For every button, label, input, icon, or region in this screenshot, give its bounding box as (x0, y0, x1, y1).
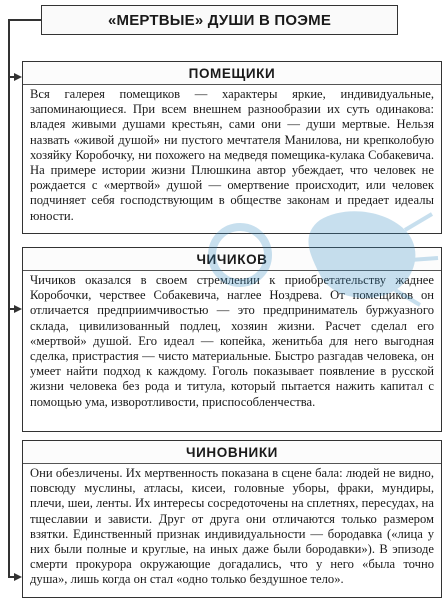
section-title-chinovniki: ЧИНОВНИКИ (23, 441, 441, 464)
section-pomeshchiki (22, 61, 442, 234)
connector-header-stub (8, 19, 42, 21)
section-text-pomeshchiki: Вся галерея помещиков — характеры яркие, индивидуальные, запоминающиеся. При всем внешнем разнообразии их суть одинакова: владея живыми душами крестьян, сами они — души мертвые. Нельзя назвать «живой душой» ни пустого мечтателя Манилова, ни крепколобую хозяйку Коробочку, ни похожего на медведя помещика-кулака Собакевича. На примере истории жизни Плюшкина автор убеждает, что человек не рождается с «мертвой» душой — омертвение происходит, или человек подчиняет себя господствующим в обществе законам и предает идеалы юности. (30, 87, 434, 223)
section-chichikov (22, 247, 442, 432)
diagram-title-text: «МЕРТВЫЕ» ДУШИ В ПОЭМЕ (107, 11, 332, 29)
arrow-chichikov (14, 305, 22, 313)
arrow-chinovniki (14, 573, 22, 581)
connector-vertical-line (8, 19, 10, 576)
section-title-chichikov: ЧИЧИКОВ (23, 248, 441, 271)
section-text-chinovniki: Они обезличены. Их мертвенность показана в сцене бала: людей не видно, повсюду муслины, атласы, кисеи, головные уборы, фраки, мундиры, плечи, шеи, ленты. Их интересы сосредоточены на сплетнях, пересудах, на тщеславии и зависти. Друг от друга они отличаются только размером взятки. Единственный признак индивидуальности — бородавка («лица у них были полные и круглые, на иных даже были бородавки»). В эпизоде смерти прокурора окружающие догадались, что у него «была точно душа», лишь когда он стал «одно только бездушное тело». (30, 466, 434, 587)
section-chinovniki (22, 440, 442, 598)
diagram-title (41, 5, 398, 35)
arrow-pomeshchiki (14, 73, 22, 81)
section-title-pomeshchiki: ПОМЕЩИКИ (23, 62, 441, 85)
section-text-chichikov: Чичиков оказался в своем стремлении к приобретательству жаднее Коробочки, черствее Собакевича, наглее Ноздрева. От помещиков он отличается предприимчивостью — это предприниматель буржуазного склада, цивилизованный подлец, хозяин жизни. Расчет сделал его «мертвой» душой. Его идеал — копейка, женитьба для него выгодная сделка, пристрастия — чисто материальные. Быстро разгадав человека, он умеет найти подход к каждому. Гоголь показывает появление в русской жизни человека без рода и титула, который пытается нажить капитал с помощью ума, изворотливости, приспособленчества. (30, 273, 434, 409)
